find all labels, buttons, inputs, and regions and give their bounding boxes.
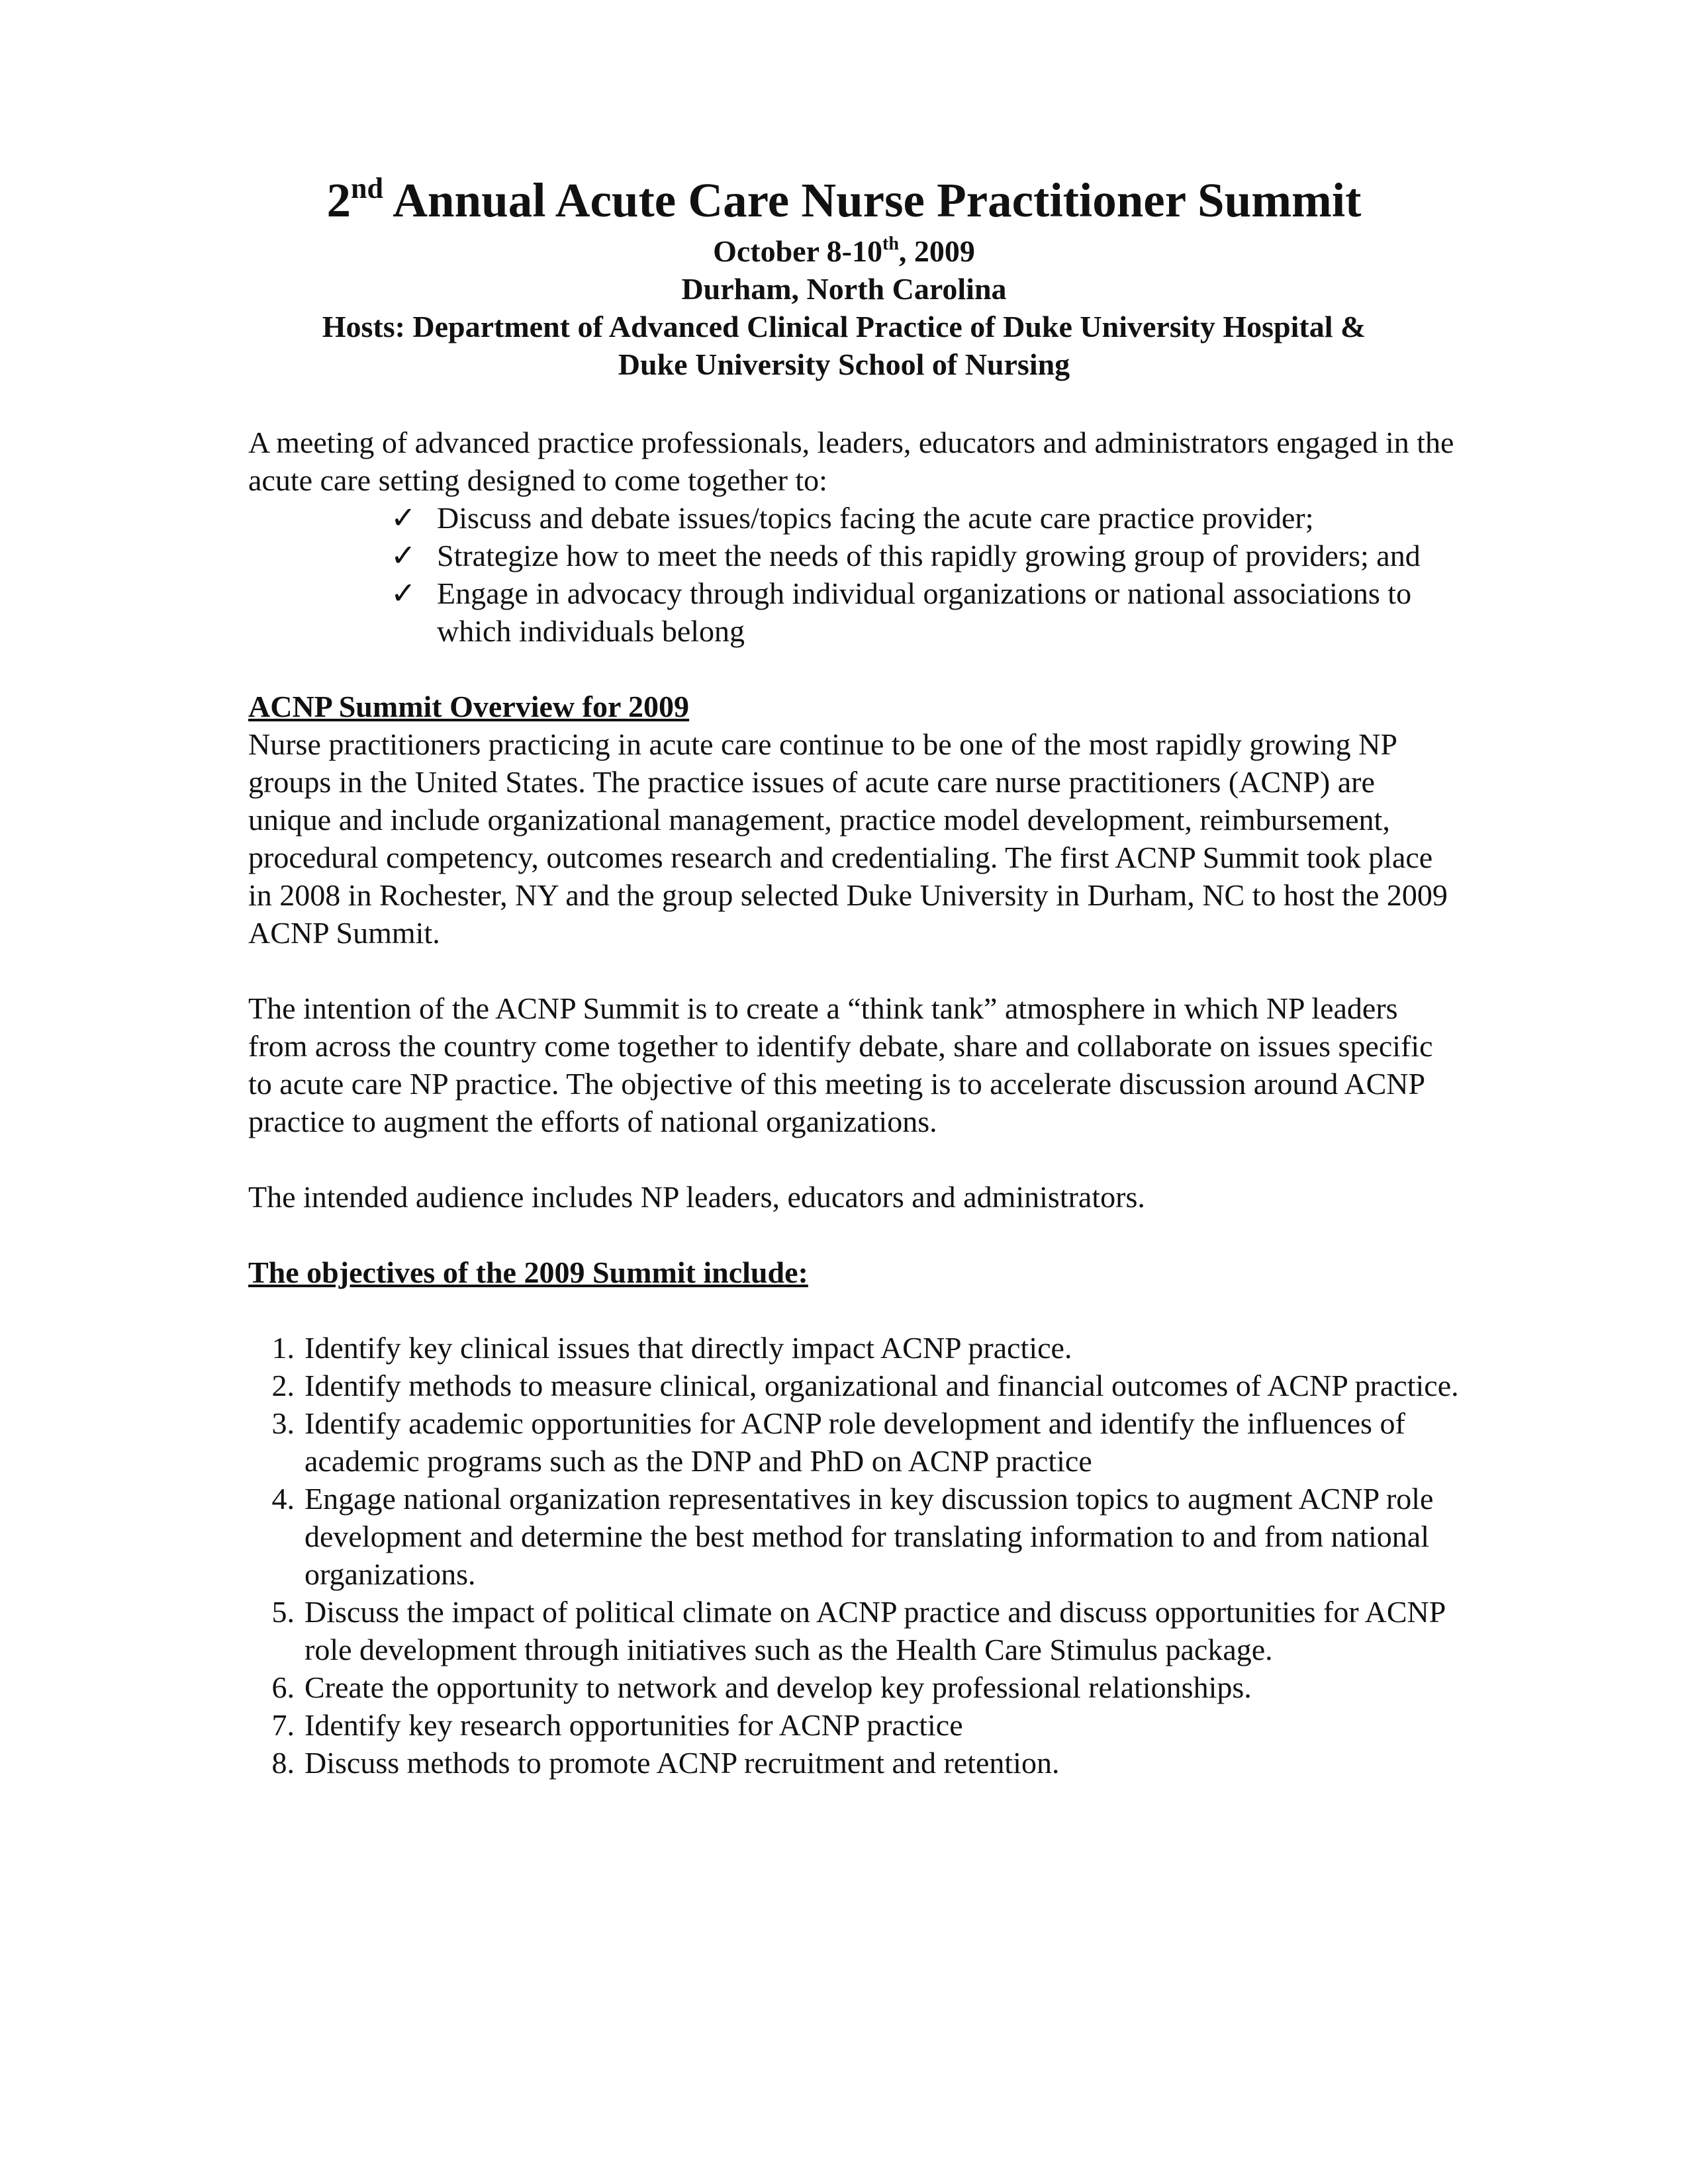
document-body	[248, 424, 1460, 1782]
hosts-line-2: Duke University School of Nursing	[618, 347, 1070, 381]
item-number: 8.	[271, 1746, 295, 1780]
bullet-text: Discuss and debate issues/topics facing the acute care practice provider;	[437, 501, 1314, 535]
item-number: 7.	[271, 1708, 295, 1742]
item-number: 6.	[271, 1670, 295, 1704]
bullet-text: Strategize how to meet the needs of this rapidly growing group of providers; and	[437, 539, 1421, 572]
intro-bullet-list	[248, 499, 1460, 650]
item-number: 3.	[271, 1406, 295, 1440]
item-number: 1.	[271, 1331, 295, 1365]
bullet-text: Engage in advocacy through individual organizations or national associations to which individuals belong	[437, 576, 1412, 648]
objectives-heading: The objectives of the 2009 Summit include:	[248, 1255, 808, 1289]
checkmark-icon: ✓	[391, 576, 416, 610]
item-text: Identify key clinical issues that directly impact ACNP practice.	[305, 1331, 1072, 1365]
overview-paragraph-2: The intention of the ACNP Summit is to create a “think tank” atmosphere in which NP leaders from across the country come together to identify debate, share and collaborate on issues specific to acute care NP practice. The objective of this meeting is to accelerate discussion around ACNP practice to augment the efforts of national organizations.	[248, 991, 1433, 1138]
list-item	[248, 1744, 1460, 1782]
overview-heading: ACNP Summit Overview for 2009	[248, 690, 690, 723]
item-text: Discuss the impact of political climate on ACNP practice and discuss opportunities for ACNP role development through initiatives such as the Health Care Stimulus package.	[305, 1595, 1445, 1666]
item-text: Engage national organization representatives in key discussion topics to augment ACNP role development and determine the best method for translating information to and from national organizations.	[305, 1482, 1434, 1591]
title-ordinal-suffix: nd	[351, 172, 383, 205]
overview-paragraph-1: Nurse practitioners practicing in acute care continue to be one of the most rapidly growing NP groups in the United States. The practice issues of acute care nurse practitioners (ACNP) are unique and include organizational management, practice model development, reimbursement, procedural competency, outcomes research and credentialing. The first ACNP Summit took place in 2008 in Rochester, NY and the group selected Duke University in Durham, NC to host the 2009 ACNP Summit.	[248, 727, 1448, 950]
intro-paragraph: A meeting of advanced practice professionals, leaders, educators and administrators engaged in the acute care setting designed to come together to:	[248, 426, 1454, 497]
document-header	[199, 169, 1489, 383]
checkmark-icon: ✓	[391, 501, 416, 535]
item-text: Identify key research opportunities for ACNP practice	[305, 1708, 963, 1742]
list-item	[248, 1404, 1460, 1480]
title-ordinal: 2	[326, 173, 352, 227]
date-year: , 2009	[898, 234, 975, 268]
item-number: 5.	[271, 1595, 295, 1629]
list-item	[391, 574, 1460, 650]
event-location: Durham, North Carolina	[681, 272, 1007, 306]
item-number: 4.	[271, 1482, 295, 1516]
checkmark-icon: ✓	[391, 539, 416, 572]
hosts-line-1: Hosts: Department of Advanced Clinical Practice of Duke University Hospital &	[322, 310, 1366, 343]
audience-paragraph: The intended audience includes NP leaders, educators and administrators.	[248, 1180, 1145, 1214]
list-item	[248, 1367, 1460, 1404]
event-date	[199, 232, 1489, 270]
objectives-list	[248, 1329, 1460, 1782]
item-text: Discuss methods to promote ACNP recruitment and retention.	[305, 1746, 1060, 1780]
item-text: Create the opportunity to network and develop key professional relationships.	[305, 1670, 1252, 1704]
page-title	[199, 169, 1489, 232]
list-item	[248, 1668, 1460, 1706]
item-number: 2.	[271, 1369, 295, 1402]
item-text: Identify methods to measure clinical, organizational and financial outcomes of ACNP practice.	[305, 1369, 1459, 1402]
date-suffix: th	[882, 234, 899, 254]
list-item	[248, 1593, 1460, 1668]
list-item	[248, 1480, 1460, 1593]
title-text: Annual Acute Care Nurse Practitioner Summit	[383, 173, 1362, 227]
date-prefix: October 8-10	[713, 234, 882, 268]
list-item	[248, 1329, 1460, 1367]
list-item	[391, 537, 1460, 574]
list-item	[248, 1706, 1460, 1744]
item-text: Identify academic opportunities for ACNP role development and identify the influences of academic programs such as the DNP and PhD on ACNP practice	[305, 1406, 1405, 1478]
list-item	[391, 499, 1460, 537]
